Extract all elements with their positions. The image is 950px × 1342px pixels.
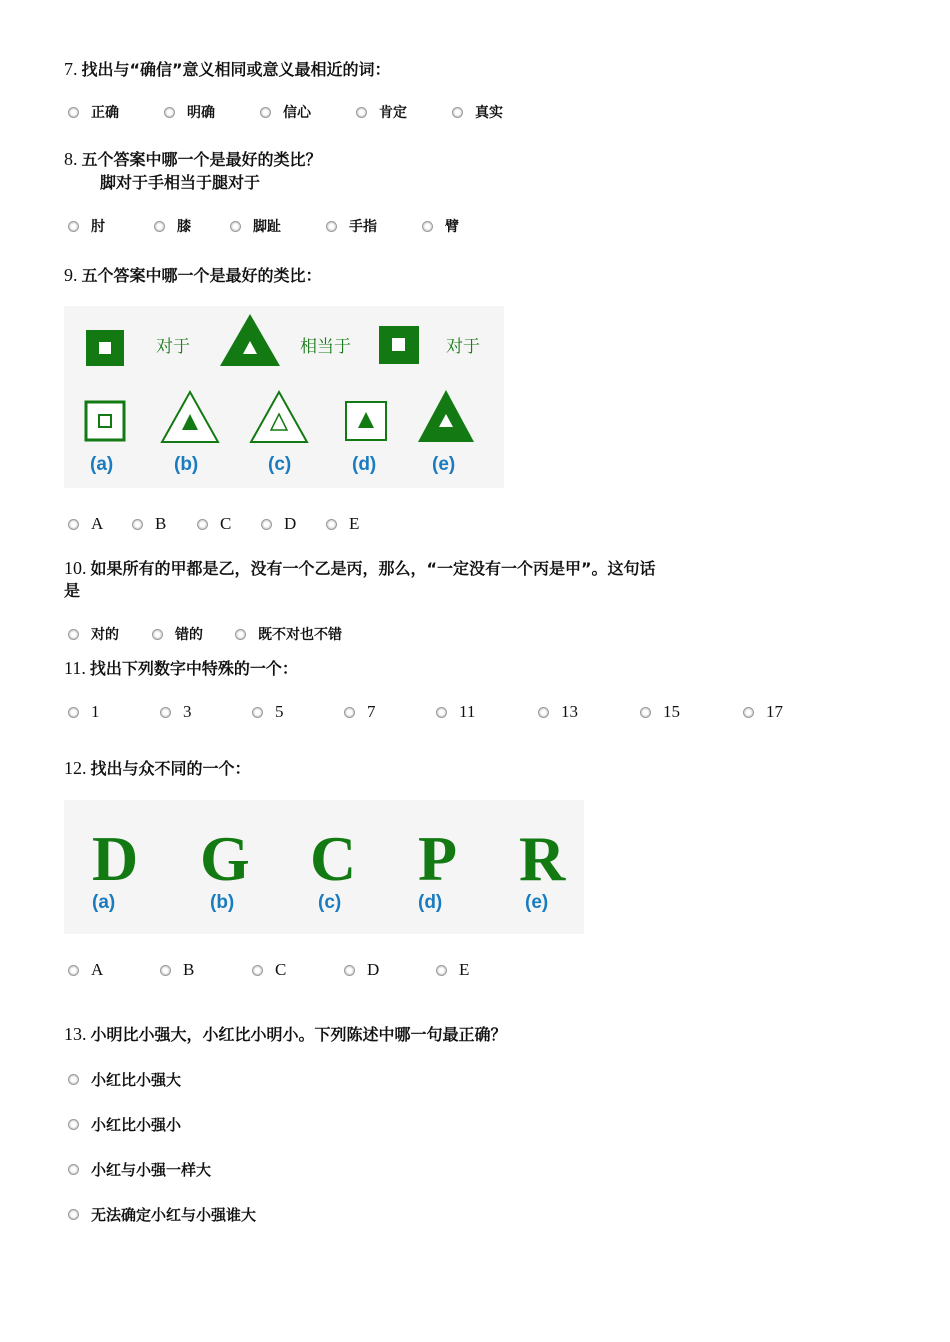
figure-letter-g: G [200,823,250,894]
figure-label-c: (c) [268,454,292,475]
outline-square-with-filled-triangle-shape [346,402,386,440]
question-number: 13. [64,1024,87,1044]
figure-label-b: (b) [174,454,199,475]
radio-button[interactable] [154,221,165,232]
question-text: 小明比小强大，小红比小明小。下列陈述中哪一句最正确？ [90,1025,507,1044]
option-label: C [220,514,232,533]
question-9 [64,264,322,287]
q7-option-5[interactable] [452,102,503,122]
option-label: 正确 [91,105,119,121]
radio-button[interactable] [260,107,271,118]
figure-label-b: (b) [210,892,235,913]
analogy-word-2: 相当于 [300,337,351,357]
option-label: 错的 [175,627,203,643]
option-label: 明确 [187,105,215,121]
radio-button[interactable] [164,107,175,118]
question-number: 11. [64,658,86,678]
q11-option-1[interactable] [68,702,100,722]
radio-button[interactable] [252,965,263,976]
question-text: 五个答案中哪一个是最好的类比： [81,266,322,285]
q8-option-1[interactable] [68,216,105,236]
option-label: 15 [663,702,680,721]
radio-button[interactable] [344,965,355,976]
radio-button[interactable] [132,519,143,530]
radio-button[interactable] [68,707,79,718]
figure-label-e: (e) [525,892,549,913]
option-label: 对的 [91,627,119,643]
question-text: 找出下列数字中特殊的一个： [89,659,298,678]
filled-square-with-white-center-shape [86,330,124,366]
q11-option-4[interactable] [344,702,376,722]
question-number: 12. [64,758,87,778]
question-number: 8. [64,149,78,169]
radio-button[interactable] [68,519,79,530]
question-10 [64,557,904,580]
q13-option-4-control[interactable] [68,1204,256,1225]
radio-button[interactable] [326,519,337,530]
option-label: 臂 [445,219,459,235]
figure-label-e: (e) [432,454,456,475]
option-label: 真实 [475,105,503,121]
analogy-word-3: 对于 [446,337,480,357]
q10-option-3[interactable] [235,624,342,644]
radio-button[interactable] [152,629,163,640]
radio-button[interactable] [68,629,79,640]
question-8-line2: 脚对于手相当于腿对于 [100,173,261,192]
q13-option-1-control[interactable] [68,1069,181,1090]
q10-option-2[interactable] [152,624,203,644]
q8-option-5[interactable] [422,216,459,236]
radio-button[interactable] [436,965,447,976]
figure-label-d: (d) [352,454,377,475]
question-text: 如果所有的甲都是乙，没有一个乙是丙，那么，“一定没有一个丙是甲”。这句话 [90,559,656,578]
option-label: 小红比小强小 [91,1116,182,1134]
filled-square-with-white-center-shape [379,326,419,364]
q12-figure [64,800,584,934]
radio-button[interactable] [326,221,337,232]
q12-option-d[interactable] [344,960,379,980]
q11-option-5[interactable] [436,702,475,722]
radio-button[interactable] [68,107,79,118]
radio-button[interactable] [68,1164,79,1175]
filled-triangle-with-white-center-shape [418,390,474,442]
radio-button[interactable] [640,707,651,718]
option-label: 肯定 [379,105,407,121]
question-11 [64,657,298,680]
option-label: E [349,514,360,533]
q8-option-4[interactable] [326,216,377,236]
q12-option-e[interactable] [436,960,469,980]
radio-button[interactable] [68,1119,79,1130]
option-label: 13 [561,702,578,721]
radio-button[interactable] [68,965,79,976]
option-label: 5 [275,702,284,721]
option-label: 既不对也不错 [258,627,342,643]
figure-letter-c: C [310,823,357,894]
option-label: 肘 [91,219,105,235]
q8-option-2[interactable] [154,216,191,236]
q7-option-3[interactable] [260,102,311,122]
question-text: 找出与众不同的一个： [90,759,251,778]
radio-button[interactable] [344,707,355,718]
radio-button[interactable] [160,965,171,976]
option-label: A [91,514,104,533]
option-label: 膝 [177,219,191,235]
question-8 [64,148,322,171]
q7-option-2[interactable] [164,102,215,122]
q13-option-3-control[interactable] [68,1159,211,1180]
analogy-word-1: 对于 [156,337,190,357]
radio-button[interactable] [68,1074,79,1085]
q9-option-b[interactable] [132,514,166,534]
q7-option-1[interactable] [68,102,119,122]
question-number: 9. [64,265,78,285]
q8-option-3[interactable] [230,216,281,236]
outline-triangle-with-outline-center-shape [251,392,307,442]
figure-label-a: (a) [92,892,116,913]
figure-letter-r: R [519,823,566,894]
radio-button[interactable] [197,519,208,530]
option-label: D [284,514,297,533]
radio-button[interactable] [356,107,367,118]
figure-label-a: (a) [90,454,114,475]
figure-label-d: (d) [418,892,443,913]
option-label: 手指 [349,219,377,235]
option-label: B [155,514,167,533]
option-label: 小红与小强一样大 [91,1161,212,1179]
q9-figure [64,306,504,488]
option-label: 信心 [283,105,311,121]
q13-option-2-control[interactable] [68,1114,181,1135]
radio-button[interactable] [235,629,246,640]
q12-option-a[interactable] [68,960,103,980]
question-10-line2: 是 [64,581,81,600]
radio-button[interactable] [160,707,171,718]
option-label: 脚趾 [253,219,281,235]
question-text: 找出与“确信”意义相同或意义最相近的词： [81,60,391,79]
outline-square-with-outline-center-shape [86,402,124,440]
option-label: 1 [91,702,100,721]
option-label: E [459,960,470,979]
q12-option-c[interactable] [252,960,286,980]
figure-letter-p: P [418,823,458,894]
q12-option-b[interactable] [160,960,194,980]
question-13 [64,1023,507,1046]
q11-option-2[interactable] [160,702,192,722]
radio-button[interactable] [230,221,241,232]
radio-button[interactable] [68,221,79,232]
radio-button[interactable] [743,707,754,718]
q11-option-3[interactable] [252,702,284,722]
radio-button[interactable] [252,707,263,718]
option-label: D [367,960,380,979]
radio-button[interactable] [452,107,463,118]
option-label: 无法确定小红与小强谁大 [91,1206,257,1224]
figure-label-c: (c) [318,892,342,913]
outline-triangle-with-filled-center-shape [162,392,218,442]
question-text: 五个答案中哪一个是最好的类比？ [81,150,322,169]
option-label: 小红比小强大 [91,1071,182,1089]
option-label: 11 [459,702,476,721]
option-label: 7 [367,702,376,721]
radio-button[interactable] [436,707,447,718]
q9-option-c[interactable] [197,514,231,534]
question-7 [64,58,391,81]
radio-button[interactable] [261,519,272,530]
question-12 [64,757,251,780]
option-label: A [91,960,104,979]
filled-triangle-with-white-center-shape [220,314,280,366]
q9-option-e[interactable] [326,514,359,534]
option-label: 3 [183,702,192,721]
q11-option-6[interactable] [538,702,578,722]
radio-button[interactable] [422,221,433,232]
option-label: C [275,960,287,979]
q11-option-8[interactable] [743,702,783,722]
option-label: B [183,960,195,979]
question-number: 7. [64,59,78,79]
q11-option-7[interactable] [640,702,680,722]
q9-option-a[interactable] [68,514,103,534]
q10-option-1[interactable] [68,624,119,644]
radio-button[interactable] [68,1209,79,1220]
question-number: 10. [64,558,87,578]
radio-button[interactable] [538,707,549,718]
figure-letter-d: D [92,823,139,894]
q7-option-4[interactable] [356,102,407,122]
q9-option-d[interactable] [261,514,296,534]
option-label: 17 [766,702,783,721]
